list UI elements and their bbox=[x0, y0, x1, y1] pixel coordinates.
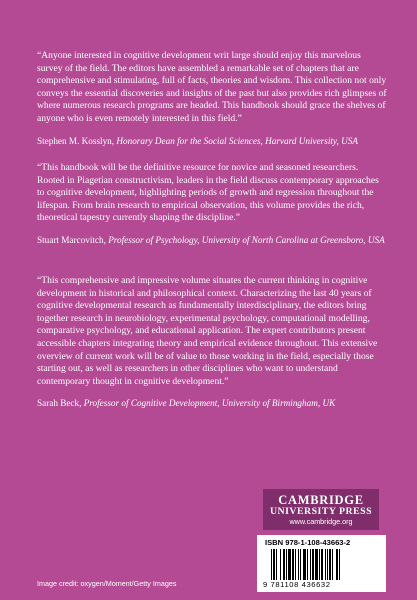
barcode-bar bbox=[332, 549, 333, 580]
barcode-bar bbox=[283, 549, 285, 580]
barcode-bar bbox=[298, 549, 299, 580]
barcode-bar bbox=[315, 549, 318, 580]
barcode-bar bbox=[329, 549, 331, 580]
isbn-label: ISBN 978-1-108-43663-2 bbox=[265, 538, 351, 547]
review-quote: “This handbook will be the definitive resource for novice and seasoned researchers. Rooted in Piagetian constructivism, leaders in the field discuss contemporary approaches to cognitive development, highlighting periods of growth and regression throughout the lifespan. From brain research to empirical observation, this volume provides the rich, theoretical tapestry currently shaping the discipline.” bbox=[37, 162, 379, 224]
publisher-logo bbox=[263, 489, 379, 530]
barcode-digits: 9 781108 436632 bbox=[263, 580, 331, 589]
barcode-bar bbox=[303, 549, 306, 580]
barcode-bar bbox=[307, 549, 308, 580]
publisher-url: www.cambridge.org bbox=[289, 517, 353, 526]
review-kosslyn bbox=[37, 50, 387, 147]
publisher-name: CAMBRIDGE bbox=[278, 493, 364, 507]
barcode-bar bbox=[321, 549, 323, 580]
barcode-bar bbox=[288, 549, 291, 580]
image-credit: Image credit: oxygen/Moment/Getty Images bbox=[37, 579, 177, 588]
barcode-bar bbox=[325, 549, 326, 580]
barcode-icon bbox=[271, 549, 373, 580]
review-attribution bbox=[37, 397, 387, 409]
barcode-bar bbox=[295, 549, 296, 580]
barcode-bar bbox=[286, 549, 287, 580]
reviewer-name: Sarah Beck, bbox=[37, 398, 82, 409]
barcode-bar bbox=[292, 549, 294, 580]
barcode-bar bbox=[312, 549, 314, 580]
isbn-barcode-box bbox=[257, 535, 386, 592]
barcode-bar bbox=[339, 549, 340, 580]
review-attribution bbox=[37, 234, 387, 246]
review-quote: “This comprehensive and impressive volume situates the current thinking in cognitive development in historical and philosophical context. Characterizing the last 40 years of cognitive developmental research as fundamentally interdisciplinary, the editors bring together research in neurobiology, experimental psychology, computational modelling, comparative psychology, and educational application. The expert contributors present accessible chapters integrating theory and empirical evidence throughout. This extensive overview of current work will be of value to those working in the field, especially those starting out, as well as researchers in other disciplines who want to understand contemporary thought in cognitive development.” bbox=[37, 275, 378, 387]
barcode-bar bbox=[319, 549, 320, 580]
publisher-press: UNIVERSITY PRESS bbox=[269, 506, 373, 517]
reviewer-title: Professor of Cognitive Development, University of Birmingham, UK bbox=[83, 398, 336, 409]
review-attribution bbox=[37, 135, 387, 147]
review-quote: “Anyone interested in cognitive development writ large should enjoy this marvelous survey of the field. The editors have assembled a remarkable set of chapters that are comprehensive and stimulating, full of facts, theories and wisdom. This collection not only conveys the essential discoveries and insights of the past but also provides rich glimpses of where numerous research programs are headed. This handbook should grace the shelves of anyone who is even remotely interested in this field.” bbox=[37, 50, 387, 124]
barcode-bar bbox=[271, 549, 272, 580]
reviewer-title: Honorary Dean for the Social Sciences, Harvard University, USA bbox=[116, 135, 358, 146]
reviewer-title: Professor of Psychology, University of North Carolina at Greensboro, USA bbox=[108, 234, 385, 245]
review-marcovitch bbox=[37, 162, 387, 246]
barcode-bar bbox=[300, 549, 301, 580]
barcode-bar bbox=[336, 549, 338, 580]
barcode-bar bbox=[276, 549, 277, 580]
barcode-bar bbox=[273, 549, 275, 580]
reviewer-name: Stuart Marcovitch, bbox=[37, 234, 106, 245]
barcode-bar bbox=[280, 549, 281, 580]
barcode-bar bbox=[327, 549, 328, 580]
reviewer-name: Stephen M. Kosslyn, bbox=[37, 135, 115, 146]
review-beck bbox=[37, 275, 387, 410]
barcode-bar bbox=[310, 549, 311, 580]
